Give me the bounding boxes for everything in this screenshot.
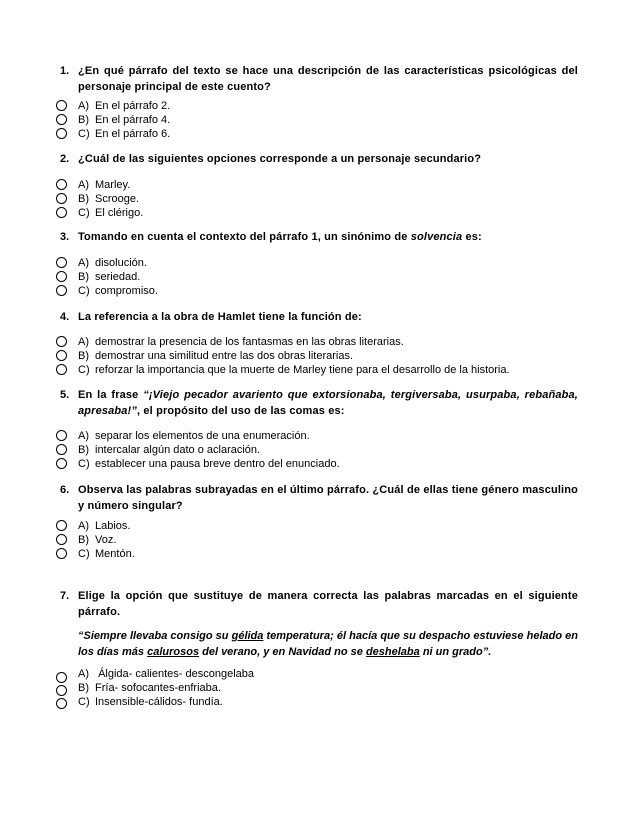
radio-circle-icon[interactable] bbox=[56, 698, 67, 709]
radio-circle-icon[interactable] bbox=[56, 336, 67, 347]
radio-circle-icon[interactable] bbox=[56, 100, 67, 111]
option-text: disolución. bbox=[95, 257, 147, 269]
question-number: 7. bbox=[60, 590, 70, 602]
option-text: establecer una pausa breve dentro del enunciado. bbox=[95, 458, 340, 470]
exam-page: 1. ¿En qué párrafo del texto se hace una descripción de las características psicológicas del personaje principal de este cuento? A) En el párrafo 2. B) En el párrafo 4. C) En el párrafo 6. 2. ¿Cuál de las siguientes opciones corresponde a un personaje secundario? A) Marley. B) Scrooge. C) El clérigo. 3. Tomando en cuenta el contexto del párrafo 1, un sinónimo de solvencia es: A) disolución. B) seriedad. C) compromiso. 4. La referencia a la obra de Hamlet tiene la función de: A) demostrar la presencia de los fantasmas en las obras literarias. B) demostrar una similitud entre las dos obras literarias. C) reforzar la importancia que la muerte de Marley tiene para el desarrollo de la historia. 5. En la frase “¡Viejo pecador avariento que extorsionaba, tergiversaba, usurpaba, rebañaba, apresaba!”, el propósito del uso de las comas es: A) separar los elementos de una enumeración. B) intercalar algún dato o aclaración. C) establecer una pausa breve dentro del enunciado. 6. Observa las palabras subrayadas en el último párrafo. ¿Cuál de ellas tiene género masculino y número singular? A) Labios. B) Voz. C) Mentón. 7. Elige la opción que sustituye de manera correcta las palabras marcadas en el siguiente párrafo. “Siempre llevaba consigo su gélida temperatura; él hacía que su despacho estuviese helado en los días más calurosos del verano, y en Navidad no se deshelaba ni un grado”. A) Álgida- calientes- descongelaba B) Fría- sofocantes-enfriaba. C) Insensible-cálidos- fundía. bbox=[0, 0, 638, 826]
question-number: 4. bbox=[60, 311, 70, 323]
question-text: ¿En qué párrafo del texto se hace una descripción de las características psicológicas del personaje principal de este cuento? bbox=[78, 65, 578, 93]
question-number: 2. bbox=[60, 153, 70, 165]
option-text: Insensible-cálidos- fundía. bbox=[95, 696, 223, 708]
quoted-paragraph: “Siempre llevaba consigo su gélida temperatura; él hacía que su despacho estuviese helado en los días más calurosos del verano, y en Navidad no se deshelaba ni un grado”. bbox=[78, 630, 578, 658]
question-text: La referencia a la obra de Hamlet tiene la función de: bbox=[78, 311, 362, 323]
question-text: Observa las palabras subrayadas en el último párrafo. ¿Cuál de ellas tiene género masculino y número singular? bbox=[78, 484, 578, 512]
question-number: 3. bbox=[60, 231, 70, 243]
question-number: 6. bbox=[60, 484, 70, 496]
radio-circle-icon[interactable] bbox=[56, 444, 67, 455]
radio-circle-icon[interactable] bbox=[56, 685, 67, 696]
radio-circle-icon[interactable] bbox=[56, 128, 67, 139]
question-number: 1. bbox=[60, 65, 70, 77]
option-text: Scrooge. bbox=[95, 193, 140, 205]
radio-circle-icon[interactable] bbox=[56, 257, 67, 268]
option-text: Marley. bbox=[95, 179, 131, 191]
option-text: En el párrafo 2. bbox=[95, 100, 171, 112]
option-text: Labios. bbox=[95, 520, 131, 532]
question-text: Tomando en cuenta el contexto del párrafo 1, un sinónimo de solvencia es: bbox=[78, 231, 482, 243]
option-text: compromiso. bbox=[95, 285, 158, 297]
marked-word-2: calurosos bbox=[147, 646, 200, 658]
question-number: 5. bbox=[60, 389, 70, 401]
option-text: Voz. bbox=[95, 534, 117, 546]
option-text: Álgida- calientes- descongelaba bbox=[98, 668, 254, 680]
radio-circle-icon[interactable] bbox=[56, 193, 67, 204]
option-text: seriedad. bbox=[95, 271, 141, 283]
radio-circle-icon[interactable] bbox=[56, 271, 67, 282]
question-text: ¿Cuál de las siguientes opciones corresponde a un personaje secundario? bbox=[78, 153, 482, 165]
quoted-phrase: “¡Viejo pecador avariento que extorsionaba, tergiversaba, usurpaba, rebañaba, apresaba!” bbox=[78, 389, 578, 417]
option-text: intercalar algún dato o aclaración. bbox=[95, 444, 261, 456]
radio-circle-icon[interactable] bbox=[56, 285, 67, 296]
radio-circle-icon[interactable] bbox=[56, 520, 67, 531]
option-text: reforzar la importancia que la muerte de Marley tiene para el desarrollo de la historia. bbox=[95, 364, 510, 376]
option-text: demostrar una similitud entre las dos obras literarias. bbox=[95, 350, 354, 362]
option-text: demostrar la presencia de los fantasmas en las obras literarias. bbox=[95, 336, 404, 348]
question-text: Elige la opción que sustituye de manera correcta las palabras marcadas en el siguiente párrafo. bbox=[78, 590, 578, 618]
radio-circle-icon[interactable] bbox=[56, 114, 67, 125]
radio-circle-icon[interactable] bbox=[56, 364, 67, 375]
marked-word-1: gélida bbox=[231, 630, 264, 642]
option-text: separar los elementos de una enumeración. bbox=[95, 430, 310, 442]
radio-circle-icon[interactable] bbox=[56, 207, 67, 218]
option-text: En el párrafo 4. bbox=[95, 114, 171, 126]
option-text: Mentón. bbox=[95, 548, 135, 560]
radio-circle-icon[interactable] bbox=[56, 534, 67, 545]
option-text: En el párrafo 6. bbox=[95, 128, 171, 140]
option-text: Fría- sofocantes-enfriaba. bbox=[95, 682, 221, 694]
marked-word-3: deshelaba bbox=[365, 646, 420, 658]
radio-circle-icon[interactable] bbox=[56, 430, 67, 441]
option-text: El clérigo. bbox=[95, 207, 144, 219]
radio-circle-icon[interactable] bbox=[56, 350, 67, 361]
radio-circle-icon[interactable] bbox=[56, 548, 67, 559]
radio-circle-icon[interactable] bbox=[56, 672, 67, 683]
question-text: En la frase “¡Viejo pecador avariento que extorsionaba, tergiversaba, usurpaba, rebañaba, apresaba!”, el propósito del uso de las comas es: bbox=[78, 389, 578, 417]
key-word: solvencia bbox=[410, 231, 463, 243]
radio-circle-icon[interactable] bbox=[56, 458, 67, 469]
radio-circle-icon[interactable] bbox=[56, 179, 67, 190]
